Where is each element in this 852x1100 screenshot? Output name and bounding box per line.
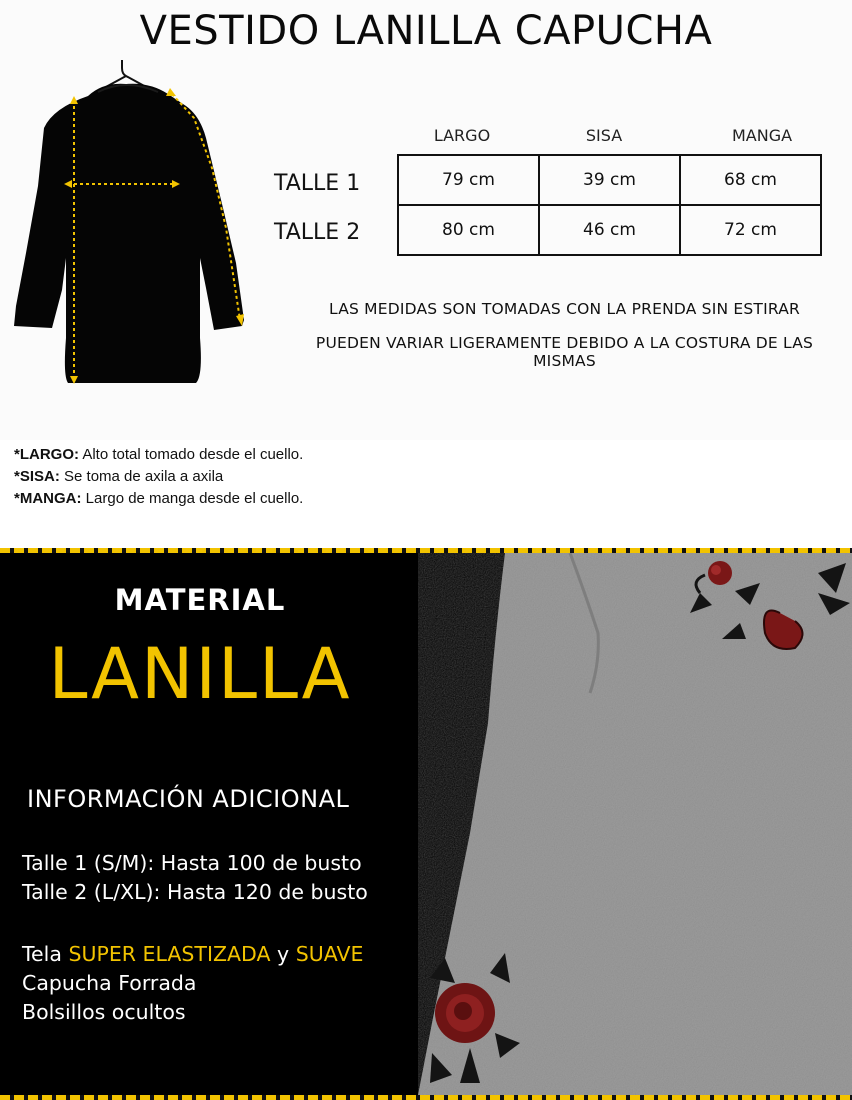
definition-largo: *LARGO: Alto total tomado desde el cuello.: [14, 446, 304, 463]
cell-talle1-sisa: 39 cm: [539, 155, 680, 205]
divider-stripe-bottom: [0, 1095, 852, 1100]
definition-sisa: *SISA: Se toma de axila a axila: [14, 468, 224, 485]
definitions-list: [14, 444, 303, 510]
largo-arrow-top: [70, 96, 78, 104]
highlight-suave: SUAVE: [295, 942, 364, 966]
size-table: [397, 154, 822, 256]
manga-arrow-top: [166, 88, 176, 96]
cell-talle1-largo: 79 cm: [398, 155, 539, 205]
row-label-talle-1: TALLE 1: [274, 171, 361, 196]
bolsillos-info: Bolsillos ocultos: [22, 1000, 186, 1024]
material-name: LANILLA: [48, 633, 352, 715]
page-title: VESTIDO LANILLA CAPUCHA: [139, 8, 713, 54]
column-header-sisa: SISA: [585, 126, 623, 145]
coat-illustration: [8, 58, 258, 393]
hanger-hook: [122, 60, 126, 76]
column-header-manga: MANGA: [731, 126, 793, 145]
cell-talle2-largo: 80 cm: [398, 205, 539, 255]
cell-talle2-sisa: 46 cm: [539, 205, 680, 255]
row-label-talle-2: TALLE 2: [274, 220, 361, 245]
material-heading: MATERIAL: [114, 583, 286, 617]
capucha-info: Capucha Forrada: [22, 971, 197, 995]
coat-body: [14, 84, 244, 383]
tela-info: Tela SUPER ELASTIZADA y SUAVE: [22, 942, 364, 966]
table-row: [398, 205, 821, 255]
talle-1-info: Talle 1 (S/M): Hasta 100 de busto: [22, 851, 362, 875]
column-header-largo: LARGO: [433, 126, 491, 145]
cell-talle1-manga: 68 cm: [680, 155, 821, 205]
measurement-note: LAS MEDIDAS SON TOMADAS CON LA PRENDA SIN ESTIRAR: [329, 300, 800, 318]
cell-talle2-manga: 72 cm: [680, 205, 821, 255]
material-section: [0, 553, 852, 1095]
variation-note: PUEDEN VARIAR LIGERAMENTE DEBIDO A LA COSTURA DE LAS MISMAS: [315, 334, 814, 370]
size-chart-section: [0, 0, 852, 548]
talle-2-info: Talle 2 (L/XL): Hasta 120 de busto: [22, 880, 368, 904]
definition-manga: *MANGA: Largo de manga desde el cuello.: [14, 490, 304, 507]
table-row: [398, 155, 821, 205]
info-title: INFORMACIÓN ADICIONAL: [27, 785, 350, 813]
highlight-elastizada: SUPER ELASTIZADA: [68, 942, 271, 966]
